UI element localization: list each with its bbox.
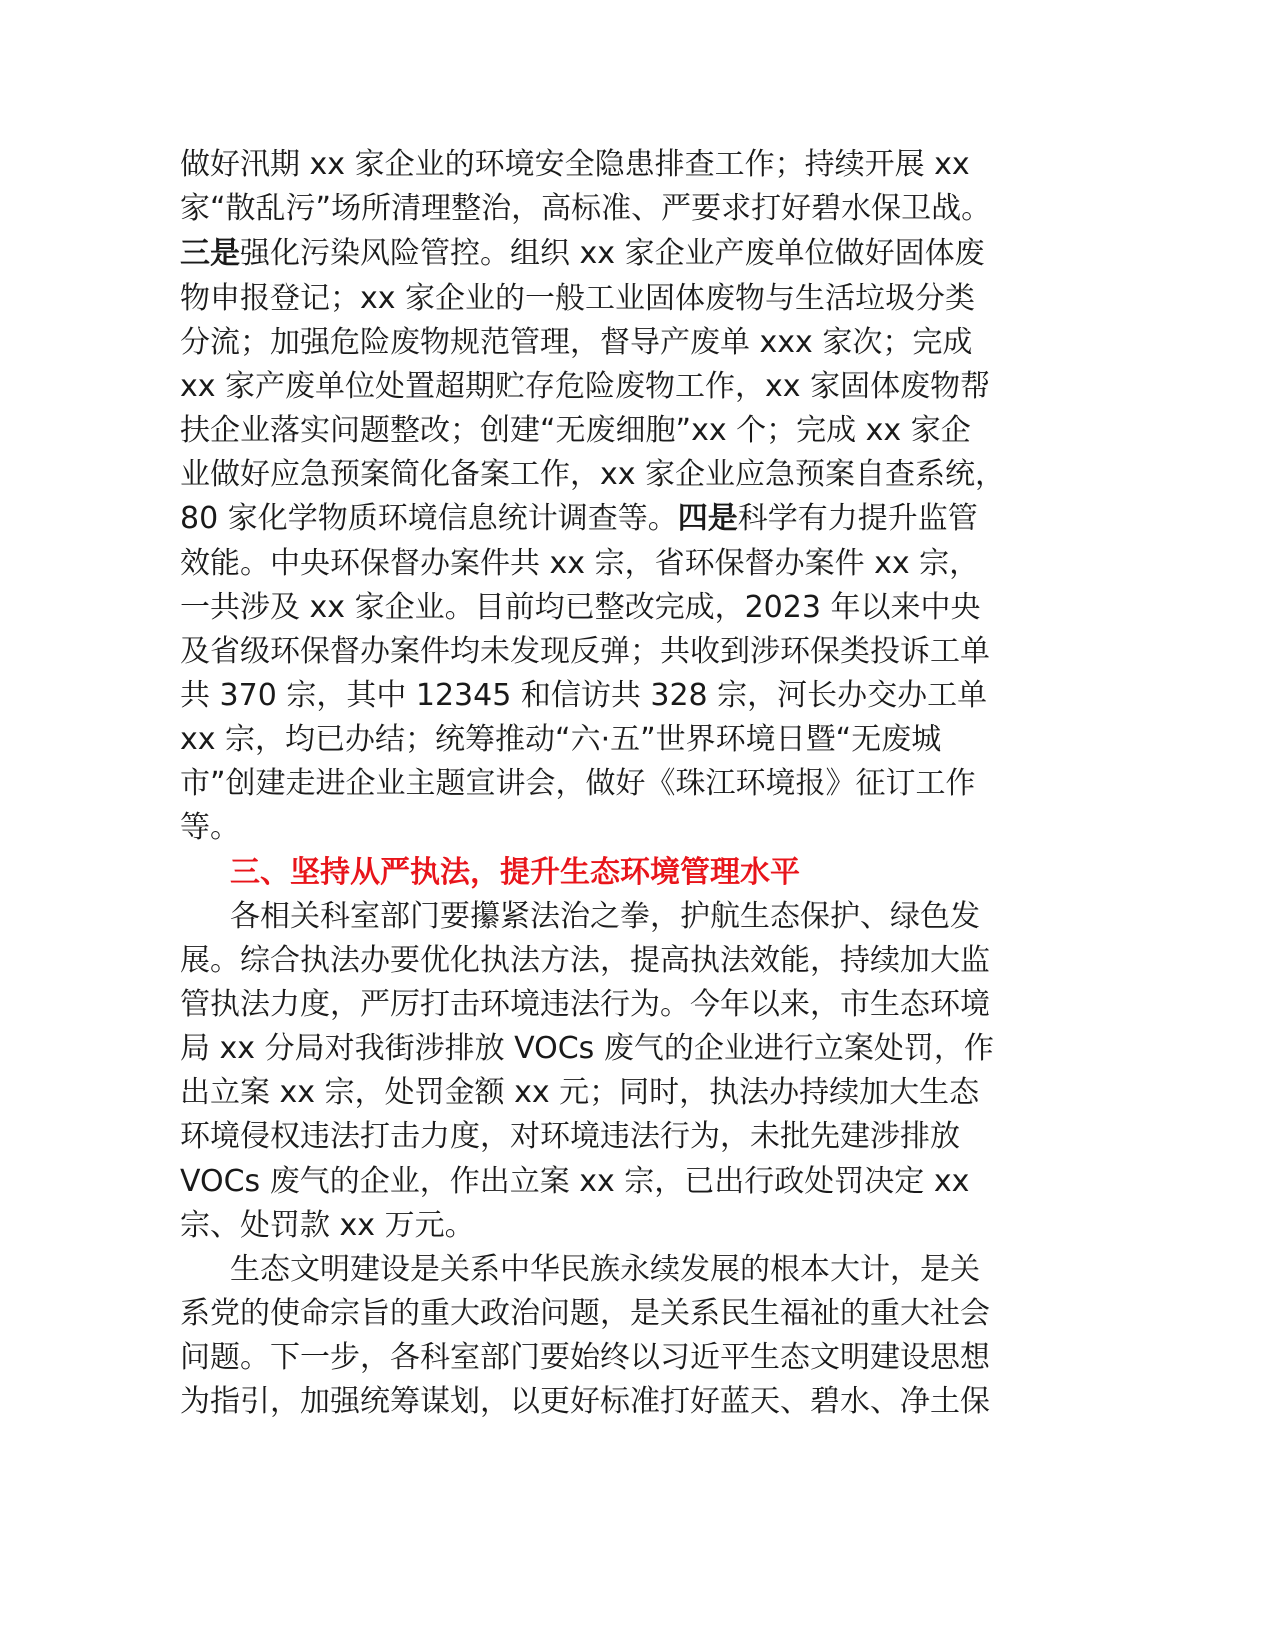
text-line: 扶企业落实问题整改；创建“无废细胞”xx 个；完成 xx 家企 xyxy=(180,413,971,448)
text-run: 强化污染风险管控。组织 xx 家企业产废单位做好固体废 xyxy=(240,236,985,271)
text-line: xx 宗，均已办结；统筹推动“六·五”世界环境日暨“无废城 xyxy=(180,722,942,757)
text-line: 各相关科室部门要攥紧法治之拳，护航生态保护、绿色发 xyxy=(230,899,980,934)
text-run: 80 家化学物质环境信息统计调查等。 xyxy=(180,501,678,536)
text-line: 分流；加强危险废物规范管理，督导产废单 xxx 家次；完成 xyxy=(180,325,973,360)
section-heading: 三、坚持从严执法，提升生态环境管理水平 xyxy=(230,855,800,890)
text-line: 环境侵权违法打击力度，对环境违法行为，未批先建涉排放 xyxy=(180,1119,960,1154)
text-line: 物申报登记；xx 家企业的一般工业固体废物与生活垃圾分类 xyxy=(180,281,976,316)
text-line: 做好汛期 xx 家企业的环境安全隐患排查工作；持续开展 xx xyxy=(180,147,970,182)
text-line: 生态文明建设是关系中华民族永续发展的根本大计，是关 xyxy=(230,1252,980,1287)
text-line: 出立案 xx 宗，处罚金额 xx 元；同时，执法办持续加大生态 xyxy=(180,1075,980,1110)
text-line: 等。 xyxy=(180,810,240,845)
text-line xyxy=(180,232,1080,276)
text-line: 一共涉及 xx 家企业。目前均已整改完成，2023 年以来中央 xyxy=(180,590,981,625)
text-line: 宗、处罚款 xx 万元。 xyxy=(180,1208,475,1243)
text-line: 展。综合执法办要优化执法方法，提高执法效能，持续加大监 xyxy=(180,943,990,978)
text-line: 局 xx 分局对我街涉排放 VOCs 废气的企业进行立案处罚，作 xyxy=(180,1031,994,1066)
text-line: 家“散乱污”场所清理整治，高标准、严要求打好碧水保卫战。 xyxy=(180,191,992,226)
text-line: VOCs 废气的企业，作出立案 xx 宗，已出行政处罚决定 xx xyxy=(180,1164,970,1199)
text-line: 系党的使命宗旨的重大政治问题，是关系民生福祉的重大社会 xyxy=(180,1296,990,1331)
text-line: 市”创建走进企业主题宣讲会，做好《珠江环境报》征订工作 xyxy=(180,766,976,801)
text-line xyxy=(180,497,1080,541)
text-line: 效能。中央环保督办案件共 xx 宗，省环保督办案件 xx 宗， xyxy=(180,546,980,581)
bold-marker: 四是 xyxy=(677,501,738,536)
text-line: 及省级环保督办案件均未发现反弹；共收到涉环保类投诉工单 xyxy=(180,634,990,669)
bold-marker: 三是 xyxy=(180,236,240,271)
text-line: xx 家产废单位处置超期贮存危险废物工作，xx 家固体废物帮 xyxy=(180,369,991,404)
text-line: 管执法力度，严厉打击环境违法行为。今年以来，市生态环境 xyxy=(180,987,990,1022)
text-line: 为指引，加强统筹谋划，以更好标准打好蓝天、碧水、净土保 xyxy=(180,1384,990,1419)
text-line: 业做好应急预案简化备案工作，xx 家企业应急预案自查系统， xyxy=(180,457,1006,492)
text-line: 共 370 宗，其中 12345 和信访共 328 宗，河长办交办工单 xyxy=(180,678,988,713)
text-line: 问题。下一步，各科室部门要始终以习近平生态文明建设思想 xyxy=(180,1340,990,1375)
text-run: 科学有力提升监管 xyxy=(737,501,978,536)
